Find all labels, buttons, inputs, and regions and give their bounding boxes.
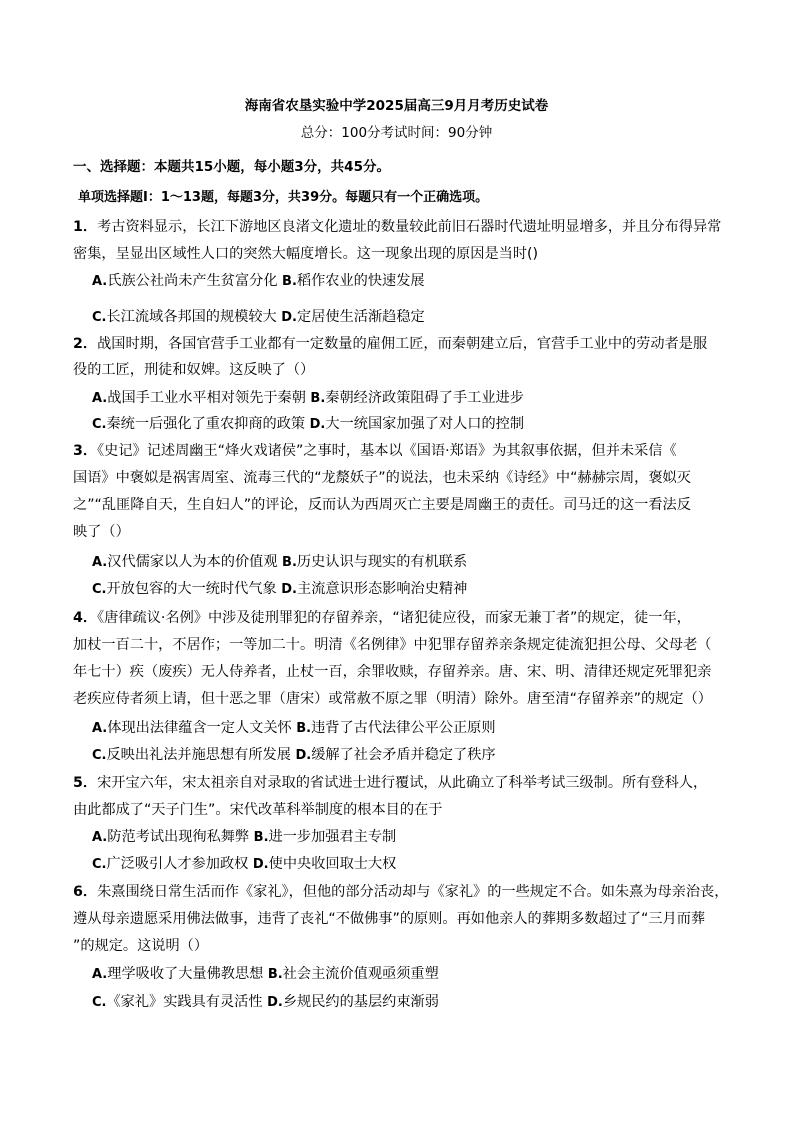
question-4-line-2: 加杖一百二十，不居作；一等加二十。明清《名例律》中犯罪存留养亲条规定徒流犯担公母、父母老（ xyxy=(73,637,712,653)
question-3-options-cd: C.开放包容的大一统时代气象 D.主流意识形态影响治史精神 xyxy=(92,581,468,597)
question-6-line-3: ”的规定。这说明（） xyxy=(73,938,209,954)
question-5-options-cd: C.广泛吸引人才参加政权 D.使中央收回取士大权 xyxy=(92,856,397,872)
question-number: 3． xyxy=(73,443,98,459)
question-5-line-2: 由此都成了“天子门生”。宋代改革科举制度的根本目的在于 xyxy=(73,802,443,818)
question-4-options-cd: C.反映出礼法并施思想有所发展 D.缓解了社会矛盾并稳定了秩序 xyxy=(92,747,496,763)
question-number: 4． xyxy=(73,610,98,626)
question-6-options-cd: C.《家礼》实践具有灵活性 D.乡规民约的基层约束渐弱 xyxy=(92,994,439,1010)
question-2-line-1: 2．战国时期，各国官营手工业都有一定数量的雇佣工匠，而秦朝建立后，官营手工业中的劳动者是服 xyxy=(73,336,708,352)
section-subheading: 单项选择题Ⅰ：1～13题，每题3分，共39分。每题只有一个正确选项。 xyxy=(78,190,489,205)
question-4-line-1: 4．《唐律疏议·名例》中涉及徒刑罪犯的存留养亲，“诸犯徒应役，而家无兼丁者”的规定，徒一年， xyxy=(73,610,691,626)
question-1-options-ab: A.氏族公社尚未产生贫富分化 B.稻作农业的快速发展 xyxy=(92,273,425,289)
question-6-options-ab: A.理学吸收了大量佛教思想 B.社会主流价值观亟须重塑 xyxy=(92,966,439,982)
question-6-line-1: 6．朱熹围绕日常生活而作《家礼》，但他的部分活动却与《家礼》的一些规定不合。如朱熹为母亲治丧， xyxy=(73,884,729,900)
question-2-options-ab: A.战国手工业水平相对领先于秦朝 B.秦朝经济政策阻碍了手工业进步 xyxy=(92,390,524,406)
exam-title: 海南省农垦实验中学2025届高三9月月考历史试卷 xyxy=(244,98,549,114)
question-5-options-ab: A.防范考试出现徇私舞弊 B.进一步加强君主专制 xyxy=(92,829,397,845)
question-number: 5． xyxy=(73,775,98,791)
question-4-options-ab: A.体现出法律蕴含一定人文关怀 B.违背了古代法律公平公正原则 xyxy=(92,720,496,736)
question-3-line-1: 3．《史记》记述周幽王“烽火戏诸侯”之事时，基本以《国语·郑语》为其叙事依据，但并未采信《 xyxy=(73,443,677,459)
exam-subtitle: 总分：100分考试时间：90分钟 xyxy=(300,125,493,141)
question-3-line-4: 映了（） xyxy=(73,524,130,540)
question-2-line-2: 役的工匠，刑徒和奴婢。这反映了（） xyxy=(73,362,315,378)
question-5-line-1: 5．宋开宝六年，宋太祖亲自对录取的省试进士进行覆试，从此确立了科举考试三级制。所有登科人， xyxy=(73,775,708,791)
question-6-line-2: 遵从母亲遗愿采用佛法做事，违背了丧礼“不做佛事”的原则。再如他亲人的葬期多数超过了“三月而葬 xyxy=(73,911,706,927)
question-3-options-ab: A.汉代儒家以人为本的价值观 B.历史认识与现实的有机联系 xyxy=(92,554,468,570)
question-4-line-4: 老疾应侍者须上请，但十恶之罪（唐宋）或常赦不原之罪（明清）除外。唐至清“存留养亲”的规定（） xyxy=(73,691,712,707)
question-1-line-1: 1．考古资料显示，长江下游地区良渚文化遗址的数量较此前旧石器时代遗址明显增多，并且分布得异常 xyxy=(73,219,722,235)
question-3-line-2: 国语》中褒姒是祸害周室、流毒三代的“龙漦妖子”的说法，也未采纳《诗经》中“赫赫宗周，褒姒灭 xyxy=(73,470,691,486)
question-4-line-3: 年七十）疾（废疾）无人侍养者，止杖一百，余罪收赎，存留养亲。唐、宋、明、清律还规定死罪犯亲 xyxy=(73,664,712,680)
question-2-options-cd: C.秦统一后强化了重农抑商的政策 D.大一统国家加强了对人口的控制 xyxy=(92,416,525,432)
question-1-options-cd: C.长江流域各邦国的规模较大 D.定居使生活渐趋稳定 xyxy=(92,309,425,325)
question-number: 2． xyxy=(73,336,98,352)
question-number: 6． xyxy=(73,884,98,900)
question-1-line-2: 密集，呈显出区域性人口的突然大幅度增长。这一现象出现的原因是当时() xyxy=(73,246,539,262)
question-3-line-3: 之”“乱匪降自天，生自妇人”的评论，反而认为西周灭亡主要是周幽王的责任。司马迁的这一看法反 xyxy=(73,497,691,513)
question-number: 1． xyxy=(73,219,98,235)
section-heading: 一、选择题：本题共15小题，每小题3分，共45分。 xyxy=(73,159,390,175)
